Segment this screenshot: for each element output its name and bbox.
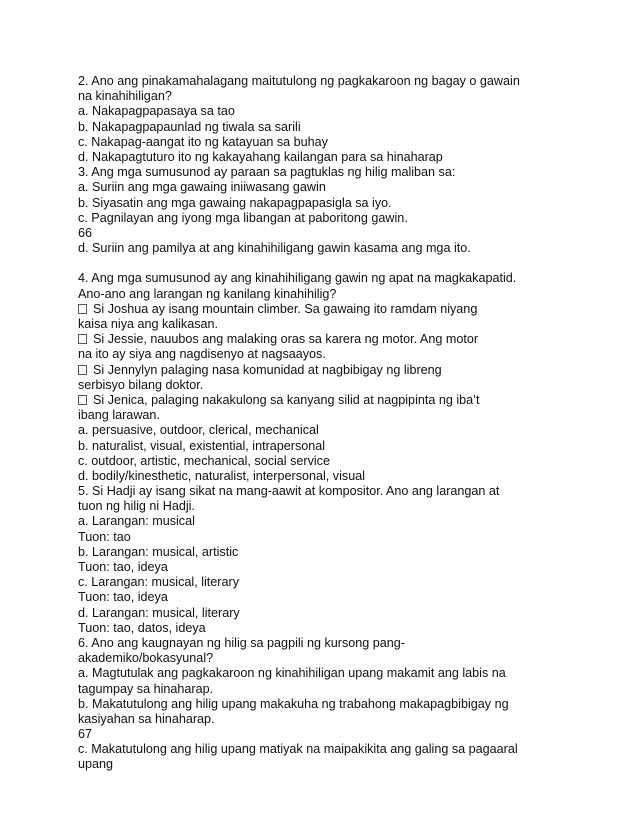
bullet-item <box>78 332 558 347</box>
text-line: d. Larangan: musical, literary <box>78 605 240 620</box>
text-line: a. Nakapagpapasaya sa tao <box>78 104 235 119</box>
text-line: 6. Ano ang kaugnayan ng hilig sa pagpili ng kursong pang- <box>78 635 405 650</box>
text-line: Tuon: tao <box>78 529 131 544</box>
text-line: serbisyo bilang doktor. <box>78 377 204 392</box>
bullet-box-icon <box>78 365 87 375</box>
bullet-item <box>78 393 558 408</box>
bullet-text: Si Jessie, nauubos ang malaking oras sa karera ng motor. Ang motor <box>93 332 479 347</box>
text-line: kasiyahan sa hinaharap. <box>78 711 215 726</box>
text-line: tuon ng hilig ni Hadji. <box>78 499 195 514</box>
text-line: c. Makatutulong ang hilig upang matiyak na maipakikita ang galing sa pagaaral <box>78 742 518 757</box>
text-line: 2. Ano ang pinakamahalagang maitutulong ng pagkakaroon ng bagay o gawain <box>78 74 520 88</box>
text-line: b. Larangan: musical, artistic <box>78 544 239 559</box>
text-line: c. Pagnilayan ang iyong mga libangan at paboritong gawin. <box>78 210 408 225</box>
text-line: d. Suriin ang pamilya at ang kinahihiligang gawin kasama ang mga ito. <box>78 241 471 256</box>
blank-line <box>78 256 558 271</box>
text-line: a. persuasive, outdoor, clerical, mechanical <box>78 423 319 438</box>
text-line: Tuon: tao, ideya <box>78 560 168 574</box>
bullet-box-icon <box>78 304 87 314</box>
text-line: Tuon: tao, ideya <box>78 590 168 605</box>
text-line: b. naturalist, visual, existential, intrapersonal <box>78 438 326 453</box>
bullet-text: Si Jennylyn palaging nasa komunidad at nagbibigay ng libreng <box>93 362 442 377</box>
text-line: d. Nakapagtuturo ito ng kakayahang kailangan para sa hinaharap <box>78 149 443 164</box>
text-line: b. Nakapagpapaunlad ng tiwala sa sarili <box>78 119 301 134</box>
bullet-item <box>78 363 558 378</box>
bullet-text: Si Jenica, palaging nakakulong sa kanyang silid at nagpipinta ng iba’t <box>93 392 480 407</box>
text-line: na kinahihiligan? <box>78 89 172 104</box>
text-line: b. Makatutulong ang hilig upang makakuha ng trabahong makapagbibigay ng <box>78 696 509 711</box>
bullet-item <box>78 302 558 317</box>
text-line: na ito ay siya ang nagdisenyo at nagsaayos. <box>78 347 326 362</box>
text-line: kaisa niya ang kalikasan. <box>78 317 219 331</box>
bullet-box-icon <box>78 395 87 405</box>
text-line: 5. Si Hadji ay isang sikat na mang-aawit at kompositor. Ano ang larangan at <box>78 484 500 499</box>
text-line: akademiko/bokasyunal? <box>78 651 214 666</box>
text-line: tagumpay sa hinaharap. <box>78 681 214 696</box>
text-line: c. Nakapag-aangat ito ng katayuan sa buhay <box>78 134 328 149</box>
text-line: d. bodily/kinesthetic, naturalist, interpersonal, visual <box>78 468 366 483</box>
text-line: c. outdoor, artistic, mechanical, social service <box>78 453 330 468</box>
document-text <box>78 74 558 773</box>
page-number: 67 <box>78 727 93 742</box>
bullet-text: Si Joshua ay isang mountain climber. Sa gawaing ito ramdam niyang <box>93 301 478 316</box>
text-line: upang <box>78 757 114 772</box>
text-line: a. Suriin ang mga gawaing iniiwasang gawin <box>78 180 326 195</box>
text-line: a. Larangan: musical <box>78 514 195 529</box>
text-line: c. Larangan: musical, literary <box>78 575 239 590</box>
text-line: Tuon: tao, datos, ideya <box>78 620 206 635</box>
text-line: ibang larawan. <box>78 408 160 423</box>
text-line: a. Magtutulak ang pagkakaroon ng kinahihiligan upang makamit ang labis na <box>78 666 506 681</box>
text-line: Ano-ano ang larangan ng kanilang kinahihilig? <box>78 286 337 301</box>
page-number: 66 <box>78 225 93 240</box>
text-line: 4. Ang mga sumusunod ay ang kinahihiligang gawin ng apat na magkakapatid. <box>78 271 517 286</box>
text-line: 3. Ang mga sumusunod ay paraan sa pagtuklas ng hilig maliban sa: <box>78 165 456 180</box>
text-line: b. Siyasatin ang mga gawaing nakapagpapasigla sa iyo. <box>78 195 392 210</box>
bullet-box-icon <box>78 334 87 344</box>
